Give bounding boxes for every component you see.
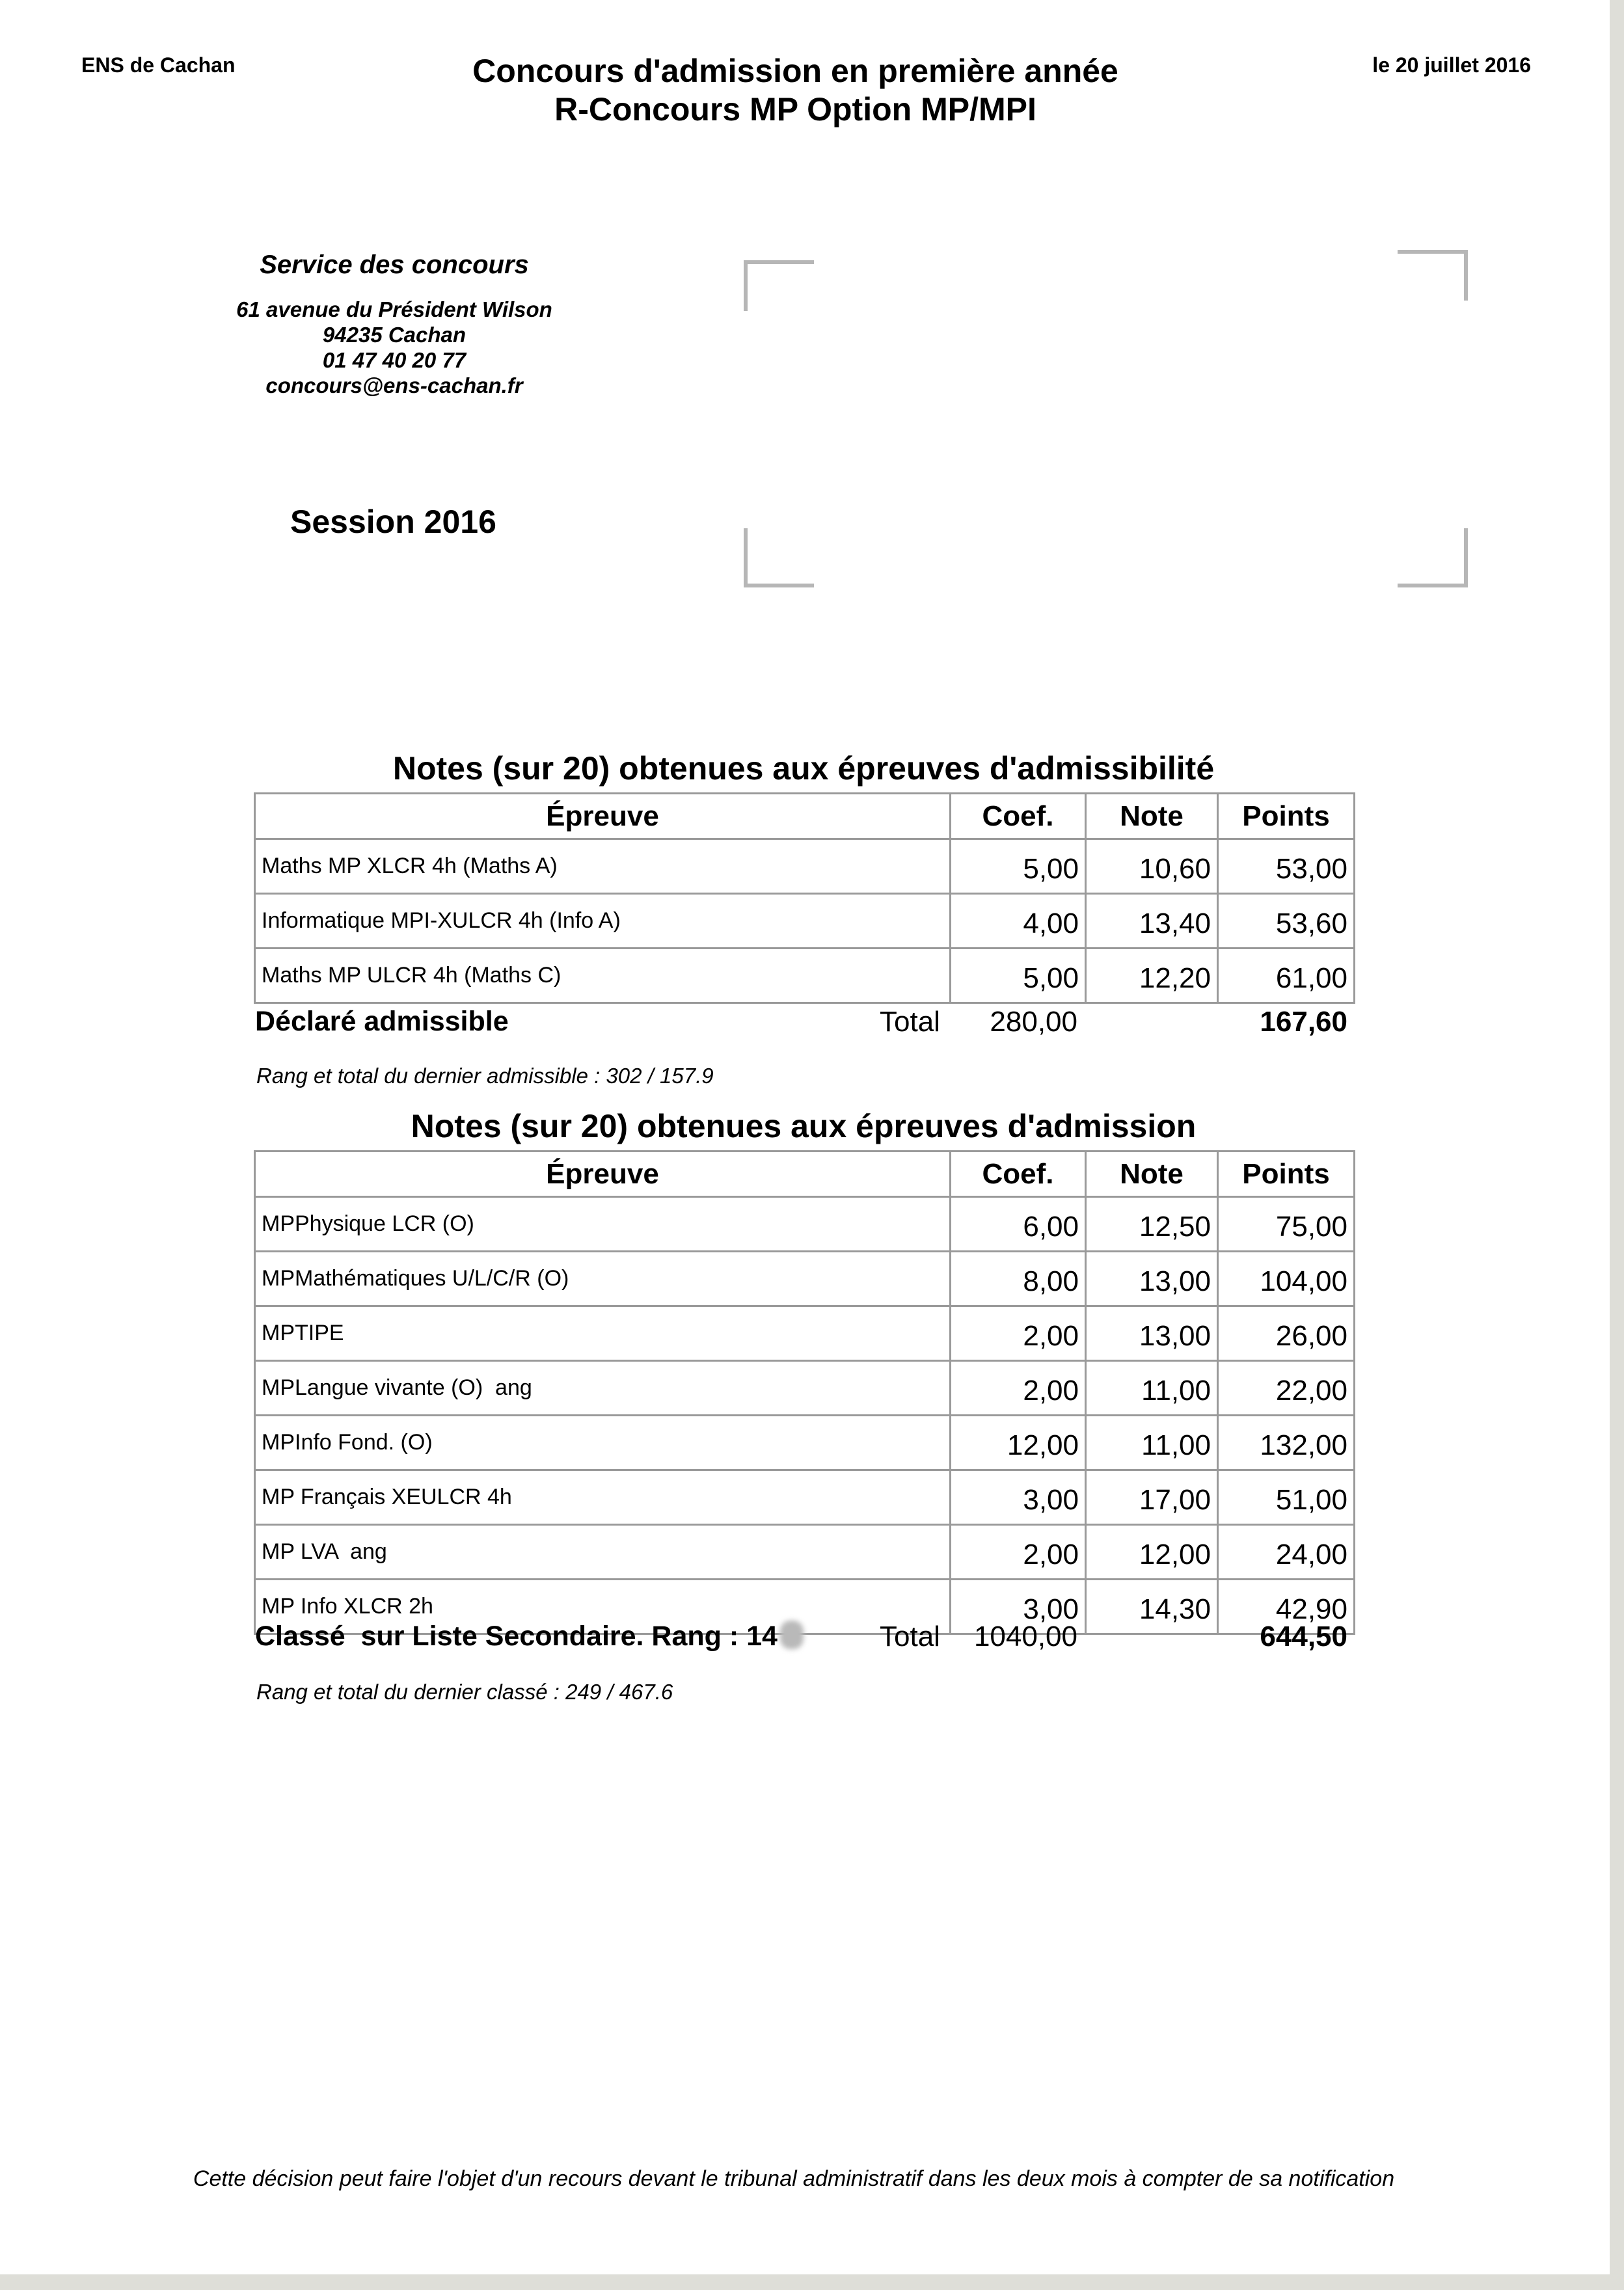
cell-note: 12,20 bbox=[1086, 949, 1218, 1003]
cell-note: 17,00 bbox=[1086, 1470, 1218, 1525]
cell-epreuve: MPInfo Fond. (O) bbox=[255, 1416, 951, 1470]
admission-decision-text: Classé sur Liste Secondaire. Rang : 14 bbox=[255, 1621, 778, 1652]
cell-epreuve: MPPhysique LCR (O) bbox=[255, 1197, 951, 1252]
service-email: concours@ens-cachan.fr bbox=[265, 373, 523, 397]
admission-title: Notes (sur 20) obtenues aux épreuves d'admission bbox=[411, 1108, 1197, 1144]
admissibility-rank-note: Rang et total du dernier admissible : 302 / 157.9 bbox=[256, 1064, 714, 1088]
cell-note: 11,00 bbox=[1086, 1416, 1218, 1470]
column-header-points: Points bbox=[1218, 794, 1355, 839]
service-phone: 01 47 40 20 77 bbox=[322, 348, 467, 372]
column-header-note: Note bbox=[1086, 1152, 1218, 1197]
cell-points: 53,60 bbox=[1218, 894, 1355, 949]
cell-coef: 8,00 bbox=[951, 1252, 1086, 1306]
cell-epreuve: MP Français XEULCR 4h bbox=[255, 1470, 951, 1525]
cell-coef: 12,00 bbox=[951, 1416, 1086, 1470]
table-row bbox=[255, 1416, 1355, 1470]
cell-epreuve: MP LVA ang bbox=[255, 1525, 951, 1580]
institution-name: ENS de Cachan bbox=[81, 53, 236, 77]
table-row bbox=[255, 1470, 1355, 1525]
cell-note: 12,50 bbox=[1086, 1197, 1218, 1252]
cell-coef: 3,00 bbox=[951, 1470, 1086, 1525]
address-window-corner-bottom-left bbox=[744, 528, 814, 587]
cell-epreuve: Maths MP ULCR 4h (Maths C) bbox=[255, 949, 951, 1003]
service-title: Service des concours bbox=[260, 250, 529, 279]
table-row bbox=[255, 1197, 1355, 1252]
legal-footer: Cette décision peut faire l'objet d'un recours devant le tribunal administratif dans les deux mois à compter de sa notification bbox=[193, 2166, 1395, 2191]
cell-epreuve: MPLangue vivante (O) ang bbox=[255, 1361, 951, 1416]
total-coef: 1040,00 bbox=[973, 1621, 1077, 1652]
admission-total-row bbox=[254, 1621, 1353, 1660]
column-header-epreuve: Épreuve bbox=[255, 1152, 951, 1197]
table-row bbox=[255, 839, 1355, 894]
redaction-blur bbox=[780, 1621, 804, 1649]
table-row bbox=[255, 1306, 1355, 1361]
cell-coef: 5,00 bbox=[951, 839, 1086, 894]
address-window-corner-bottom-right bbox=[1398, 528, 1468, 587]
cell-note: 10,60 bbox=[1086, 839, 1218, 894]
total-label: Total bbox=[880, 1621, 940, 1652]
address-window-corner-top-left bbox=[744, 260, 814, 311]
service-address: 61 avenue du Président Wilson bbox=[236, 297, 552, 321]
cell-note: 13,40 bbox=[1086, 894, 1218, 949]
table-header-row bbox=[255, 1152, 1355, 1197]
total-points: 167,60 bbox=[1260, 1006, 1347, 1038]
cell-points: 75,00 bbox=[1218, 1197, 1355, 1252]
service-contact bbox=[199, 297, 589, 398]
column-header-coef: Coef. bbox=[951, 1152, 1086, 1197]
cell-points: 104,00 bbox=[1218, 1252, 1355, 1306]
cell-points: 42,90 bbox=[1218, 1580, 1355, 1634]
table-row bbox=[255, 949, 1355, 1003]
document-date: le 20 juillet 2016 bbox=[1372, 53, 1531, 77]
cell-coef: 2,00 bbox=[951, 1361, 1086, 1416]
total-coef: 280,00 bbox=[990, 1006, 1077, 1038]
admission-decision bbox=[255, 1621, 804, 1652]
column-header-coef: Coef. bbox=[951, 794, 1086, 839]
service-city: 94235 Cachan bbox=[322, 323, 467, 347]
session-label: Session 2016 bbox=[290, 504, 496, 540]
total-points: 644,50 bbox=[1260, 1621, 1347, 1652]
cell-points: 22,00 bbox=[1218, 1361, 1355, 1416]
cell-points: 53,00 bbox=[1218, 839, 1355, 894]
admissibility-total-row bbox=[254, 1006, 1353, 1045]
cell-note: 13,00 bbox=[1086, 1252, 1218, 1306]
cell-coef: 2,00 bbox=[951, 1306, 1086, 1361]
address-window-corner-top-right bbox=[1398, 250, 1468, 301]
table-row bbox=[255, 894, 1355, 949]
title-line-2: R-Concours MP Option MP/MPI bbox=[554, 91, 1036, 128]
admission-rank-note: Rang et total du dernier classé : 249 / 467.6 bbox=[256, 1680, 673, 1704]
cell-coef: 2,00 bbox=[951, 1525, 1086, 1580]
cell-note: 14,30 bbox=[1086, 1580, 1218, 1634]
cell-note: 13,00 bbox=[1086, 1306, 1218, 1361]
table-header-row bbox=[255, 794, 1355, 839]
cell-points: 51,00 bbox=[1218, 1470, 1355, 1525]
cell-points: 61,00 bbox=[1218, 949, 1355, 1003]
cell-epreuve: Maths MP XLCR 4h (Maths A) bbox=[255, 839, 951, 894]
column-header-points: Points bbox=[1218, 1152, 1355, 1197]
column-header-note: Note bbox=[1086, 794, 1218, 839]
cell-epreuve: Informatique MPI-XULCR 4h (Info A) bbox=[255, 894, 951, 949]
cell-coef: 3,00 bbox=[951, 1580, 1086, 1634]
total-label: Total bbox=[880, 1006, 940, 1038]
cell-coef: 4,00 bbox=[951, 894, 1086, 949]
cell-coef: 6,00 bbox=[951, 1197, 1086, 1252]
admission-table bbox=[254, 1150, 1355, 1635]
cell-note: 11,00 bbox=[1086, 1361, 1218, 1416]
cell-points: 26,00 bbox=[1218, 1306, 1355, 1361]
admissibility-decision: Déclaré admissible bbox=[255, 1006, 509, 1037]
service-block bbox=[199, 250, 589, 398]
cell-epreuve: MPTIPE bbox=[255, 1306, 951, 1361]
title-line-1: Concours d'admission en première année bbox=[472, 53, 1118, 89]
cell-epreuve: MP Info XLCR 2h bbox=[255, 1580, 951, 1634]
table-row bbox=[255, 1525, 1355, 1580]
cell-points: 24,00 bbox=[1218, 1525, 1355, 1580]
document-title bbox=[390, 52, 1200, 129]
cell-points: 132,00 bbox=[1218, 1416, 1355, 1470]
cell-coef: 5,00 bbox=[951, 949, 1086, 1003]
table-row bbox=[255, 1361, 1355, 1416]
cell-note: 12,00 bbox=[1086, 1525, 1218, 1580]
table-row bbox=[255, 1252, 1355, 1306]
column-header-epreuve: Épreuve bbox=[255, 794, 951, 839]
admissibility-title: Notes (sur 20) obtenues aux épreuves d'admissibilité bbox=[392, 750, 1215, 787]
cell-epreuve: MPMathématiques U/L/C/R (O) bbox=[255, 1252, 951, 1306]
admissibility-table bbox=[254, 792, 1355, 1004]
